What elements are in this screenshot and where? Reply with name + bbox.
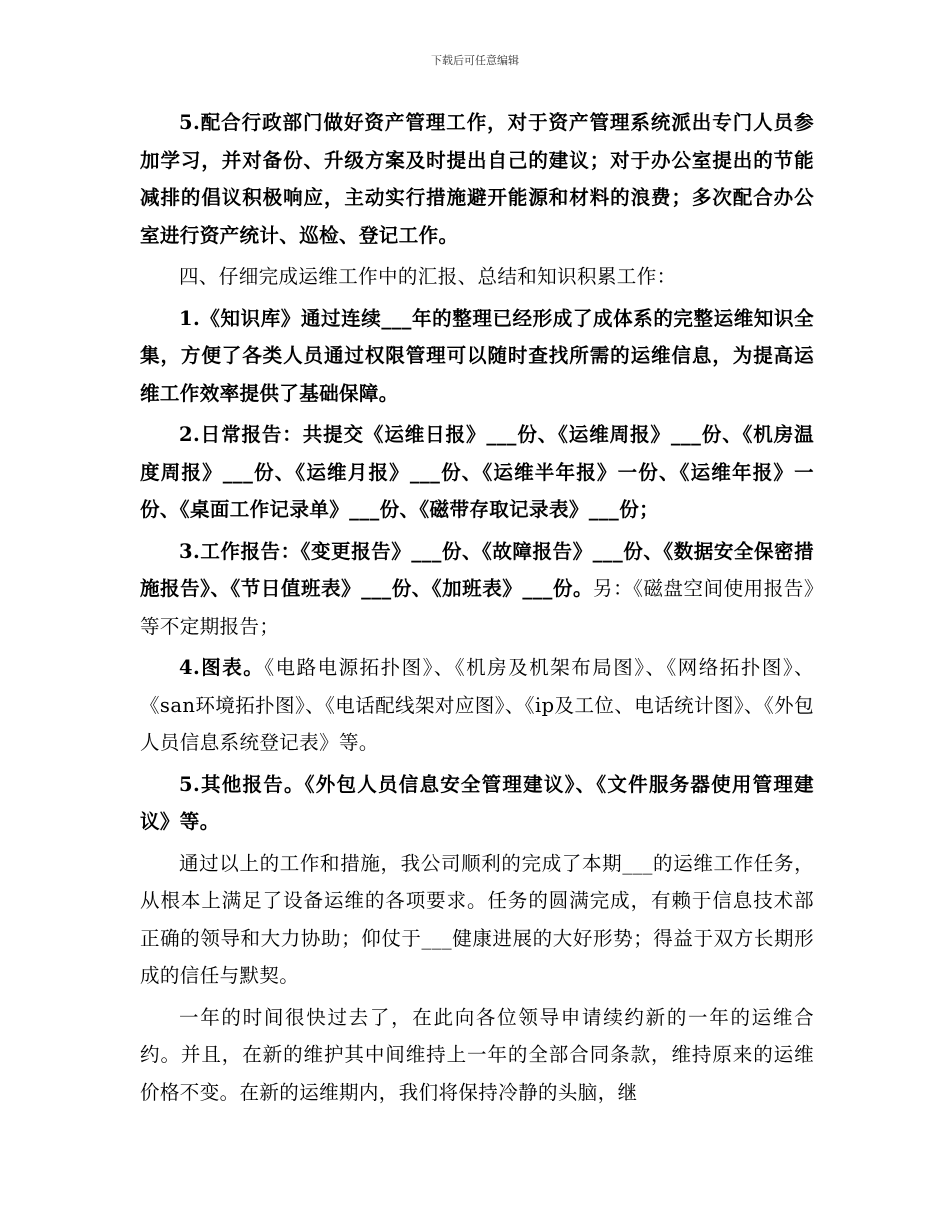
paragraph-summary: 通过以上的工作和措施，我公司顺利的完成了本期___的运维工作任务，从根本上满足了设备运维的各项要求。任务的圆满完成，有赖于信息技术部正确的领导和大力协助；仰仗于___健康进展的大好形势；得益于双方长期形成的信任与默契。 — [140, 851, 814, 987]
irregular-reports-text: 另：《磁盘空间使用报告》等不定期报告； — [140, 577, 814, 638]
paragraph-renewal: 一年的时间很快过去了，在此向各位领导申请续约新的一年的运维合约。并且，在新的维护其中间维持上一年的全部合同条款，维持原来的运维价格不变。在新的运维期内，我们将保持冷静的头脑，继 — [140, 1005, 814, 1104]
diagrams-list: 《电路电源拓扑图》、《机房及机架布局图》、《网络拓扑图》、《san环境拓扑图》、《电话配线架对应图》、《ip及工位、电话统计图》、《外包人员信息系统登记表》等。 — [140, 656, 815, 754]
section-heading-reporting: 四、仔细完成运维工作中的汇报、总结和知识积累工作： — [179, 265, 677, 288]
paragraph-knowledge-base: 1.《知识库》通过连续___年的整理已经形成了成体系的完整运维知识全集，方便了各类人员通过权限管理可以随时查找所需的运维信息，为提高运维工作效率提供了基础保障。 — [140, 306, 814, 405]
work-reports-text: 3.工作报告：《变更报告》___份、《故障报告》___份、《数据安全保密措施报告》、《节日值班表》___份、《加班表》___份。 — [140, 539, 814, 600]
paragraph-daily-reports: 2.日常报告：共提交《运维日报》___份、《运维周报》___份、《机房温度周报》___份、《运维月报》___份、《运维半年报》一份、《运维年报》一份、《桌面工作记录单》___份、《磁带存取记录表》___份； — [140, 423, 814, 521]
document-body — [140, 104, 814, 1111]
paragraph-diagrams — [140, 649, 814, 762]
diagrams-heading: 4.图表。 — [179, 656, 265, 679]
page-header-note: 下载后可任意编辑 — [431, 54, 519, 67]
paragraph-work-reports — [140, 533, 814, 646]
paragraph-asset-management: 5.配合行政部门做好资产管理工作，对于资产管理系统派出专门人员参加学习，并对备份、升级方案及时提出自己的建议；对于办公室提出的节能减排的倡议积极响应，主动实行措施避开能源和材料的浪费；多次配合办公室进行资产统计、巡检、登记工作。 — [140, 111, 814, 247]
paragraph-other-reports: 5.其他报告。《外包人员信息安全管理建议》、《文件服务器使用管理建议》等。 — [140, 772, 814, 833]
